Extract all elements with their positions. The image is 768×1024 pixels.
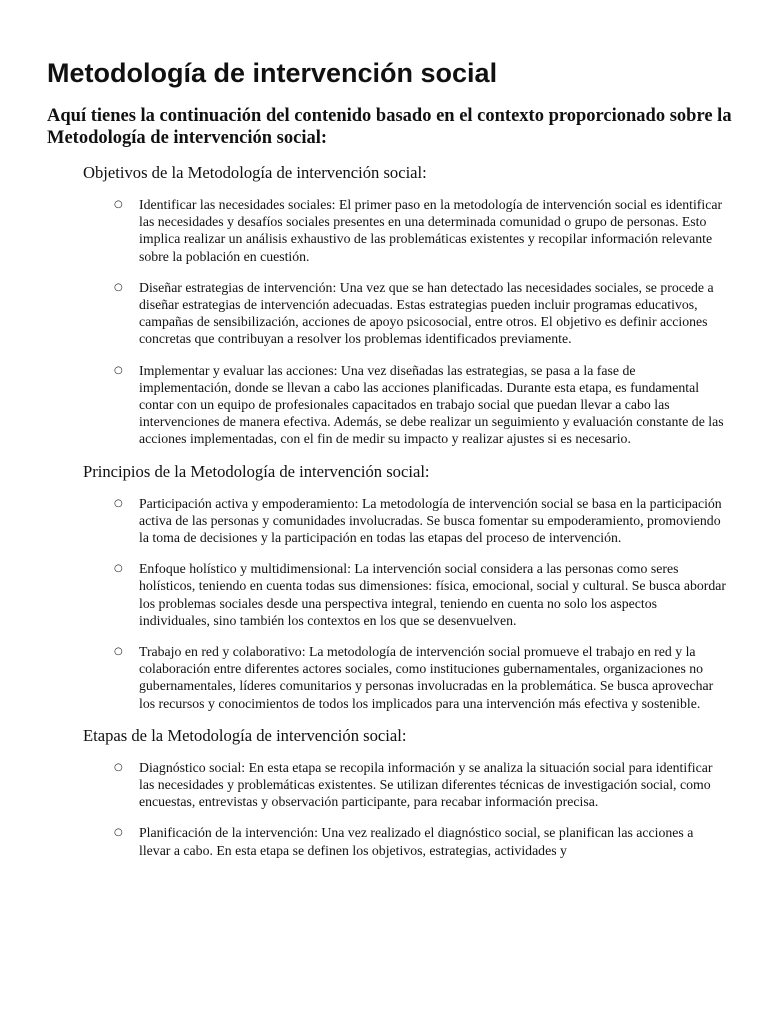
bullet-circle-icon: ○ — [114, 761, 123, 773]
bullet-circle-icon: ○ — [114, 646, 123, 658]
section-objetivos — [0, 163, 768, 448]
list-item-text: Planificación de la intervención: Una vez realizado el diagnóstico social, se planifican las acciones a llevar a cabo. En esta etapa se definen los objetivos, estrategias, actividades y — [139, 825, 694, 858]
section-heading: Principios de la Metodología de intervención social: — [83, 461, 430, 481]
bullet-list — [0, 759, 768, 859]
list-item-text: Diseñar estrategias de intervención: Una vez que se han detectado las necesidades sociales, se procede a diseñar estrategias de intervención adecuadas. Estas estrategias pueden incluir programas educativos, campañas de sensibilización, acciones de apoyo psicosocial, entre otros. El objetivo es definir acciones concretas que contribuyan a resolver los problemas identificados previamente. — [139, 279, 714, 347]
list-item — [0, 362, 768, 448]
bullet-circle-icon: ○ — [114, 199, 123, 210]
list-item-text: Trabajo en red y colaborativo: La metodología de intervención social promueve el trabajo en red y la colaboración entre diferentes actores sociales, como instituciones gubernamentales, organizaciones no gubernamentales, líderes comunitarios y personas involucradas en la problemática. Se busca aprovechar los recursos y conocimientos de todos los implicados para una intervención más efectiva y sostenible. — [139, 644, 714, 711]
list-item — [0, 643, 768, 712]
section-heading: Etapas de la Metodología de intervención social: — [83, 725, 407, 745]
list-item-text: Diagnóstico social: En esta etapa se recopila información y se analiza la situación social para identificar las necesidades y problemáticas existentes. Se utilizan diferentes técnicas de investigación social, como encuestas, entrevistas y observación participante, para recabar información precisa. — [139, 759, 713, 810]
list-item — [0, 495, 768, 547]
list-item — [0, 279, 768, 348]
bullet-circle-icon: ○ — [114, 563, 123, 575]
bullet-list — [0, 495, 768, 712]
bullet-circle-icon: ○ — [114, 497, 123, 509]
list-item — [0, 196, 768, 265]
list-item — [0, 824, 768, 858]
list-item — [0, 759, 768, 811]
list-item-text: Identificar las necesidades sociales: El primer paso en la metodología de intervención social es identificar las necesidades y desafíos sociales presentes en una determinada comunidad o grupo de personas. Esto implica realizar un análisis exhaustivo de las problemáticas existentes y recopilar información relevante sobre la población en cuestión. — [139, 197, 723, 264]
page-title: Metodología de intervención social — [47, 58, 498, 88]
page-subtitle: Aquí tienes la continuación del contenido basado en el contexto proporcionado sobre la Metodología de intervención social: — [47, 106, 732, 148]
section-principios — [0, 462, 768, 712]
bullet-list — [0, 196, 768, 448]
section-etapas — [0, 726, 768, 859]
bullet-circle-icon: ○ — [114, 364, 123, 376]
document-body — [0, 160, 768, 873]
list-item — [0, 560, 768, 629]
list-item-text: Enfoque holístico y multidimensional: La intervención social considera a las personas como seres holísticos, teniendo en cuenta todas sus dimensiones: física, emocional, social y cultural. Se busca abordar los problemas sociales desde una perspectiva integral, teniendo en cuenta no solo los aspectos individuales, sino también los contextos en los que se desenvuelven. — [139, 561, 726, 628]
list-item-text: Implementar y evaluar las acciones: Una vez diseñadas las estrategias, se pasa a la fase de implementación, donde se llevan a cabo las acciones planificadas. Durante esta etapa, es fundamental contar con un equipo de profesionales capacitados en trabajo social que puedan llevar a cabo las intervenciones de manera efectiva. Además, se debe realizar un seguimiento y evaluación constante de las acciones implementadas, con el fin de medir su impacto y realizar ajustes si es necesario. — [139, 362, 724, 447]
section-heading: Objetivos de la Metodología de intervención social: — [83, 163, 427, 182]
bullet-circle-icon: ○ — [114, 827, 123, 839]
bullet-circle-icon: ○ — [114, 281, 123, 293]
list-item-text: Participación activa y empoderamiento: La metodología de intervención social se basa en la participación activa de las personas y comunidades involucradas. Se busca fomentar su empoderamiento, promoviendo la toma de decisiones y la participación en todas las etapas del proceso de intervención. — [139, 495, 722, 546]
